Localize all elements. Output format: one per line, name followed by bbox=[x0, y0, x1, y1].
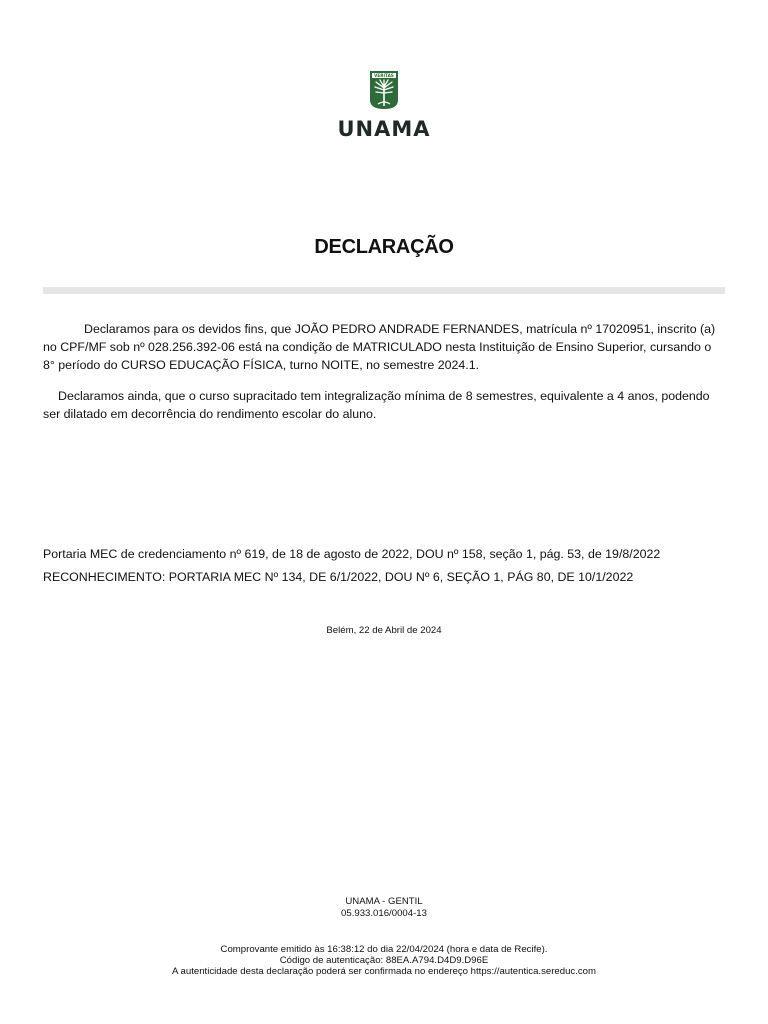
campus-cnpj: 05.933.016/0004-13 bbox=[341, 908, 427, 919]
declaration-paragraph-1: Declaramos para os devidos fins, que JOÃO PEDRO ANDRADE FERNANDES, matrícula nº 17020951, inscrito (a) no CPF/MF sob nº 028.256.392-06 está na condição de MATRICULADO nesta Instituição de Ensino Superior, cursando o 8° período do CURSO EDUCAÇÃO FÍSICA, turno NOITE, no semestre 2024.1. bbox=[43, 322, 716, 372]
institution-logo bbox=[0, 70, 768, 141]
authentication-code: Código de autenticação: 88EA.A794.D4D9.D96E bbox=[279, 955, 489, 966]
university-seal-icon bbox=[369, 70, 399, 110]
verification-notice: A autenticidade desta declaração poderá ser confirmada no endereço https://autentica.sereduc.com bbox=[172, 966, 596, 977]
institution-name: UNAMA bbox=[337, 117, 431, 141]
document-title: DECLARAÇÃO bbox=[314, 236, 454, 258]
reconhecimento-line: RECONHECIMENTO: PORTARIA MEC Nº 134, DE 6/1/2022, DOU Nº 6, SEÇÃO 1, PÁG 80, DE 10/1/2022 bbox=[43, 570, 634, 584]
date-place: Belém, 22 de Abril de 2024 bbox=[326, 625, 442, 636]
portaria-line: Portaria MEC de credenciamento nº 619, de 18 de agosto de 2022, DOU nº 158, seção 1, pág. 53, de 19/8/2022 bbox=[43, 547, 661, 561]
declaration-paragraph-2: Declaramos ainda, que o curso supracitado tem integralização mínima de 8 semestres, equivalente a 4 anos, podendo ser dilatado em decorrência do rendimento escolar do aluno. bbox=[43, 389, 710, 421]
title-divider bbox=[43, 287, 725, 294]
svg-text:VERITAS: VERITAS bbox=[374, 73, 394, 79]
campus-name: UNAMA - GENTIL bbox=[345, 896, 423, 907]
issued-timestamp: Comprovante emitido às 16:38:12 do dia 22/04/2024 (hora e data de Recife). bbox=[220, 944, 548, 955]
